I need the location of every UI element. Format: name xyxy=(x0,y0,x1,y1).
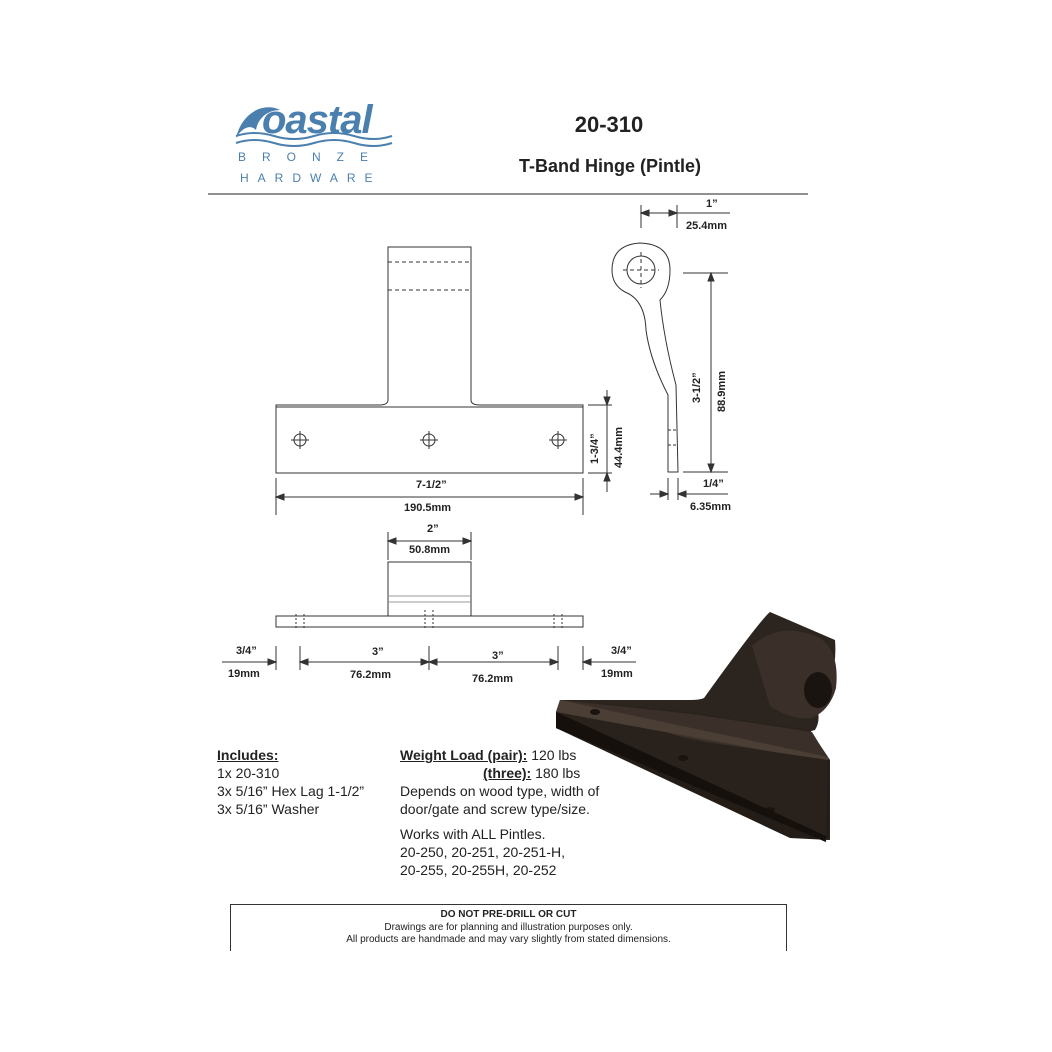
weight-heading: Weight Load (pair): xyxy=(400,747,528,763)
dim-spacing-2-mm: 76.2mm xyxy=(472,673,513,685)
logo-wordmark: oastal xyxy=(262,98,372,142)
hole-center-icon xyxy=(420,431,438,449)
product-name: T-Band Hinge (Pintle) xyxy=(519,156,701,176)
disclaimer-line-1: Drawings are for planning and illustration purposes only. xyxy=(384,922,633,933)
dim-edge-left-mm: 19mm xyxy=(228,668,260,680)
dim-top-width-mm: 25.4mm xyxy=(686,220,727,232)
weight-section xyxy=(400,746,599,879)
dim-length-mm: 190.5mm xyxy=(404,502,452,514)
includes-section xyxy=(217,746,364,818)
depends-line-2: door/gate and screw type/size. xyxy=(400,801,590,817)
includes-item-3: 3x 5/16” Washer xyxy=(217,801,320,817)
hole-left-icon xyxy=(291,431,309,449)
dim-height-in: 3-1/2” xyxy=(691,372,703,403)
dim-thick-mm: 6.35mm xyxy=(690,501,731,513)
logo-line2: HARDWARE xyxy=(240,171,382,185)
depends-line-1: Depends on wood type, width of xyxy=(400,783,600,799)
dim-length-in: 7-1/2” xyxy=(416,479,447,491)
works-heading: Works with ALL Pintles. xyxy=(400,826,546,842)
pintles-line-2: 20-255, 20-255H, 20-252 xyxy=(400,862,557,878)
logo-line1: BRONZE xyxy=(238,150,385,164)
dim-thick-in: 1/4” xyxy=(703,478,724,490)
dim-spacing-2-in: 3” xyxy=(492,650,504,662)
includes-item-1: 1x 20-310 xyxy=(217,765,280,781)
dim-spacing-1-mm: 76.2mm xyxy=(350,669,391,681)
dim-edge-right-mm: 19mm xyxy=(601,668,633,680)
weight-three-value: 180 lbs xyxy=(535,765,581,781)
includes-item-2: 3x 5/16” Hex Lag 1-1/2” xyxy=(217,783,365,799)
pintles-line-1: 20-250, 20-251, 20-251-H, xyxy=(400,844,565,860)
dim-stem-mm: 50.8mm xyxy=(409,544,450,556)
dim-edge-left-in: 3/4” xyxy=(236,645,257,657)
dim-top-width-in: 1” xyxy=(706,198,718,210)
dim-edge-right-in: 3/4” xyxy=(611,645,632,657)
includes-heading: Includes: xyxy=(217,747,279,763)
dim-strap-height-mm: 44.4mm xyxy=(613,427,625,468)
disclaimer-box xyxy=(230,904,787,951)
dim-height-mm: 88.9mm xyxy=(716,371,728,412)
hole-right-icon xyxy=(549,431,567,449)
dim-strap-height-in: 1-3/4” xyxy=(589,433,601,464)
weight-three-label: (three): xyxy=(483,765,532,781)
disclaimer-title: DO NOT PRE-DRILL OR CUT xyxy=(440,909,577,920)
disclaimer-line-2: All products are handmade and may vary slightly from stated dimensions. xyxy=(346,934,671,945)
dim-stem-in: 2” xyxy=(427,523,439,535)
dim-spacing-1-in: 3” xyxy=(372,646,384,658)
weight-pair-value: 120 lbs xyxy=(531,747,577,763)
product-code: 20-310 xyxy=(574,112,644,137)
